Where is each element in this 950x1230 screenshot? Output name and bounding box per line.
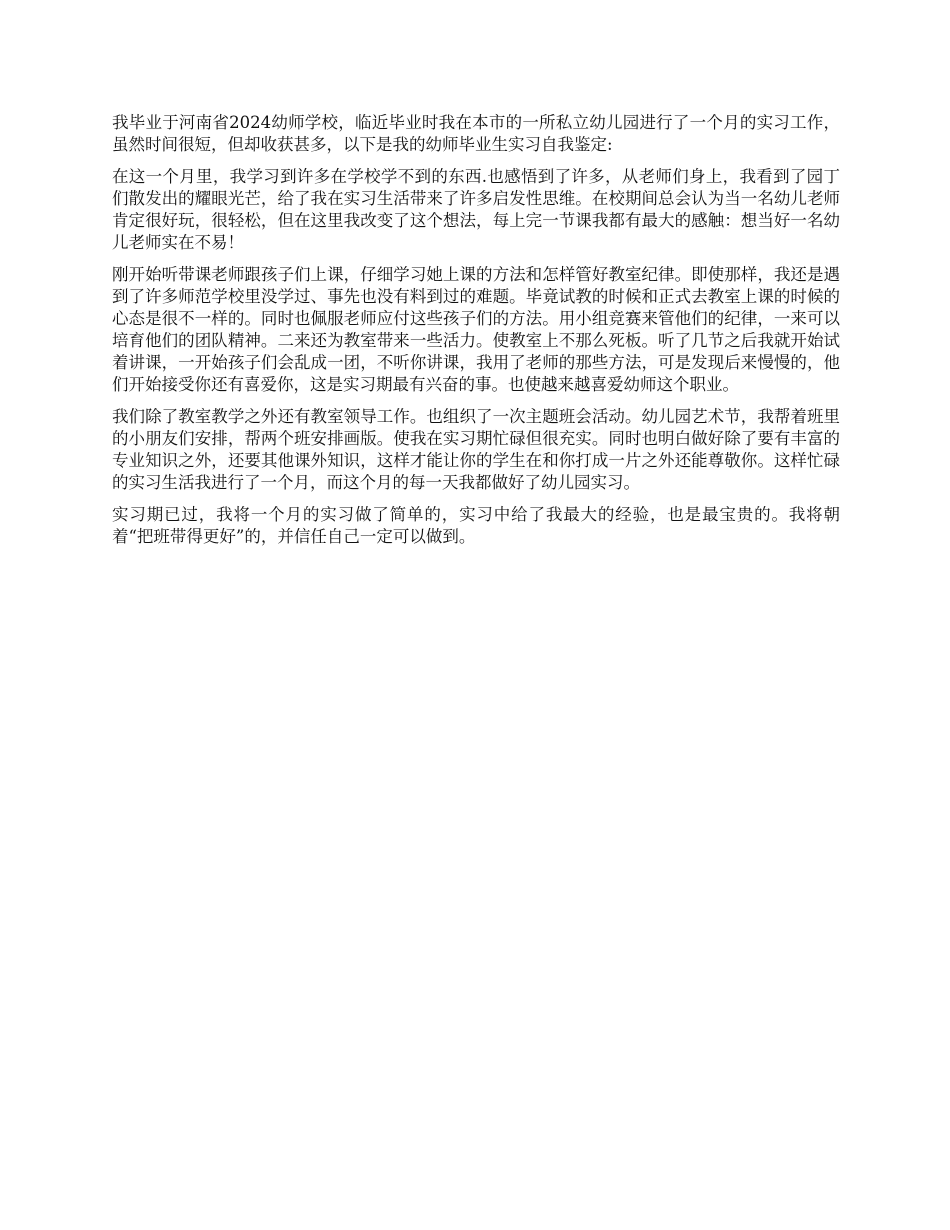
paragraph-reflection: 在这一个月里，我学习到许多在学校学不到的东西.也感悟到了许多，从老师们身上，我看到了园丁们散发出的耀眼光芒，给了我在实习生活带来了许多启发性思维。在校期间总会认为当一名幼儿老师肯定很好玩，很轻松，但在这里我改变了这个想法，每上完一节课我都有最大的感触：想当好一名幼儿老师实在不易！: [112, 167, 840, 252]
paragraph-conclusion: 实习期已过，我将一个月的实习做了简单的，实习中给了我最大的经验，也是最宝贵的。我将朝着“把班带得更好”的，并信任自己一定可以做到。: [112, 505, 840, 546]
paragraph-activities: 我们除了教室教学之外还有教室领导工作。也组织了一次主题班会活动。幼儿园艺术节，我帮着班里的小朋友们安排，帮两个班安排画版。使我在实习期忙碌但很充实。同时也明白做好除了要有丰富的专业知识之外，还要其他课外知识，这样才能让你的学生在和你打成一片之外还能尊敬你。这样忙碌的实习生活我进行了一个月，而这个月的每一天我都做好了幼儿园实习。: [112, 407, 840, 492]
paragraph-intro: 我毕业于河南省2024幼师学校，临近毕业时我在本市的一所私立幼儿园进行了一个月的实习工作，虽然时间很短，但却收获甚多，以下是我的幼师毕业生实习自我鉴定:: [112, 113, 840, 154]
paragraph-teaching: 刚开始听带课老师跟孩子们上课，仔细学习她上课的方法和怎样管好教室纪律。即使那样，我还是遇到了许多师范学校里没学过、事先也没有料到过的难题。毕竟试教的时候和正式去教室上课的时候的心态是很不一样的。同时也佩服老师应付这些孩子们的方法。用小组竞赛来管他们的纪律，一来可以培育他们的团队精神。二来还为教室带来一些活力。使教室上不那么死板。听了几节之后我就开始试着讲课，一开始孩子们会乱成一团，不听你讲课，我用了老师的那些方法，可是发现后来慢慢的，他们开始接受你还有喜爱你，这是实习期最有兴奋的事。也使越来越喜爱幼师这个职业。: [112, 265, 840, 394]
document-body: [112, 112, 840, 558]
